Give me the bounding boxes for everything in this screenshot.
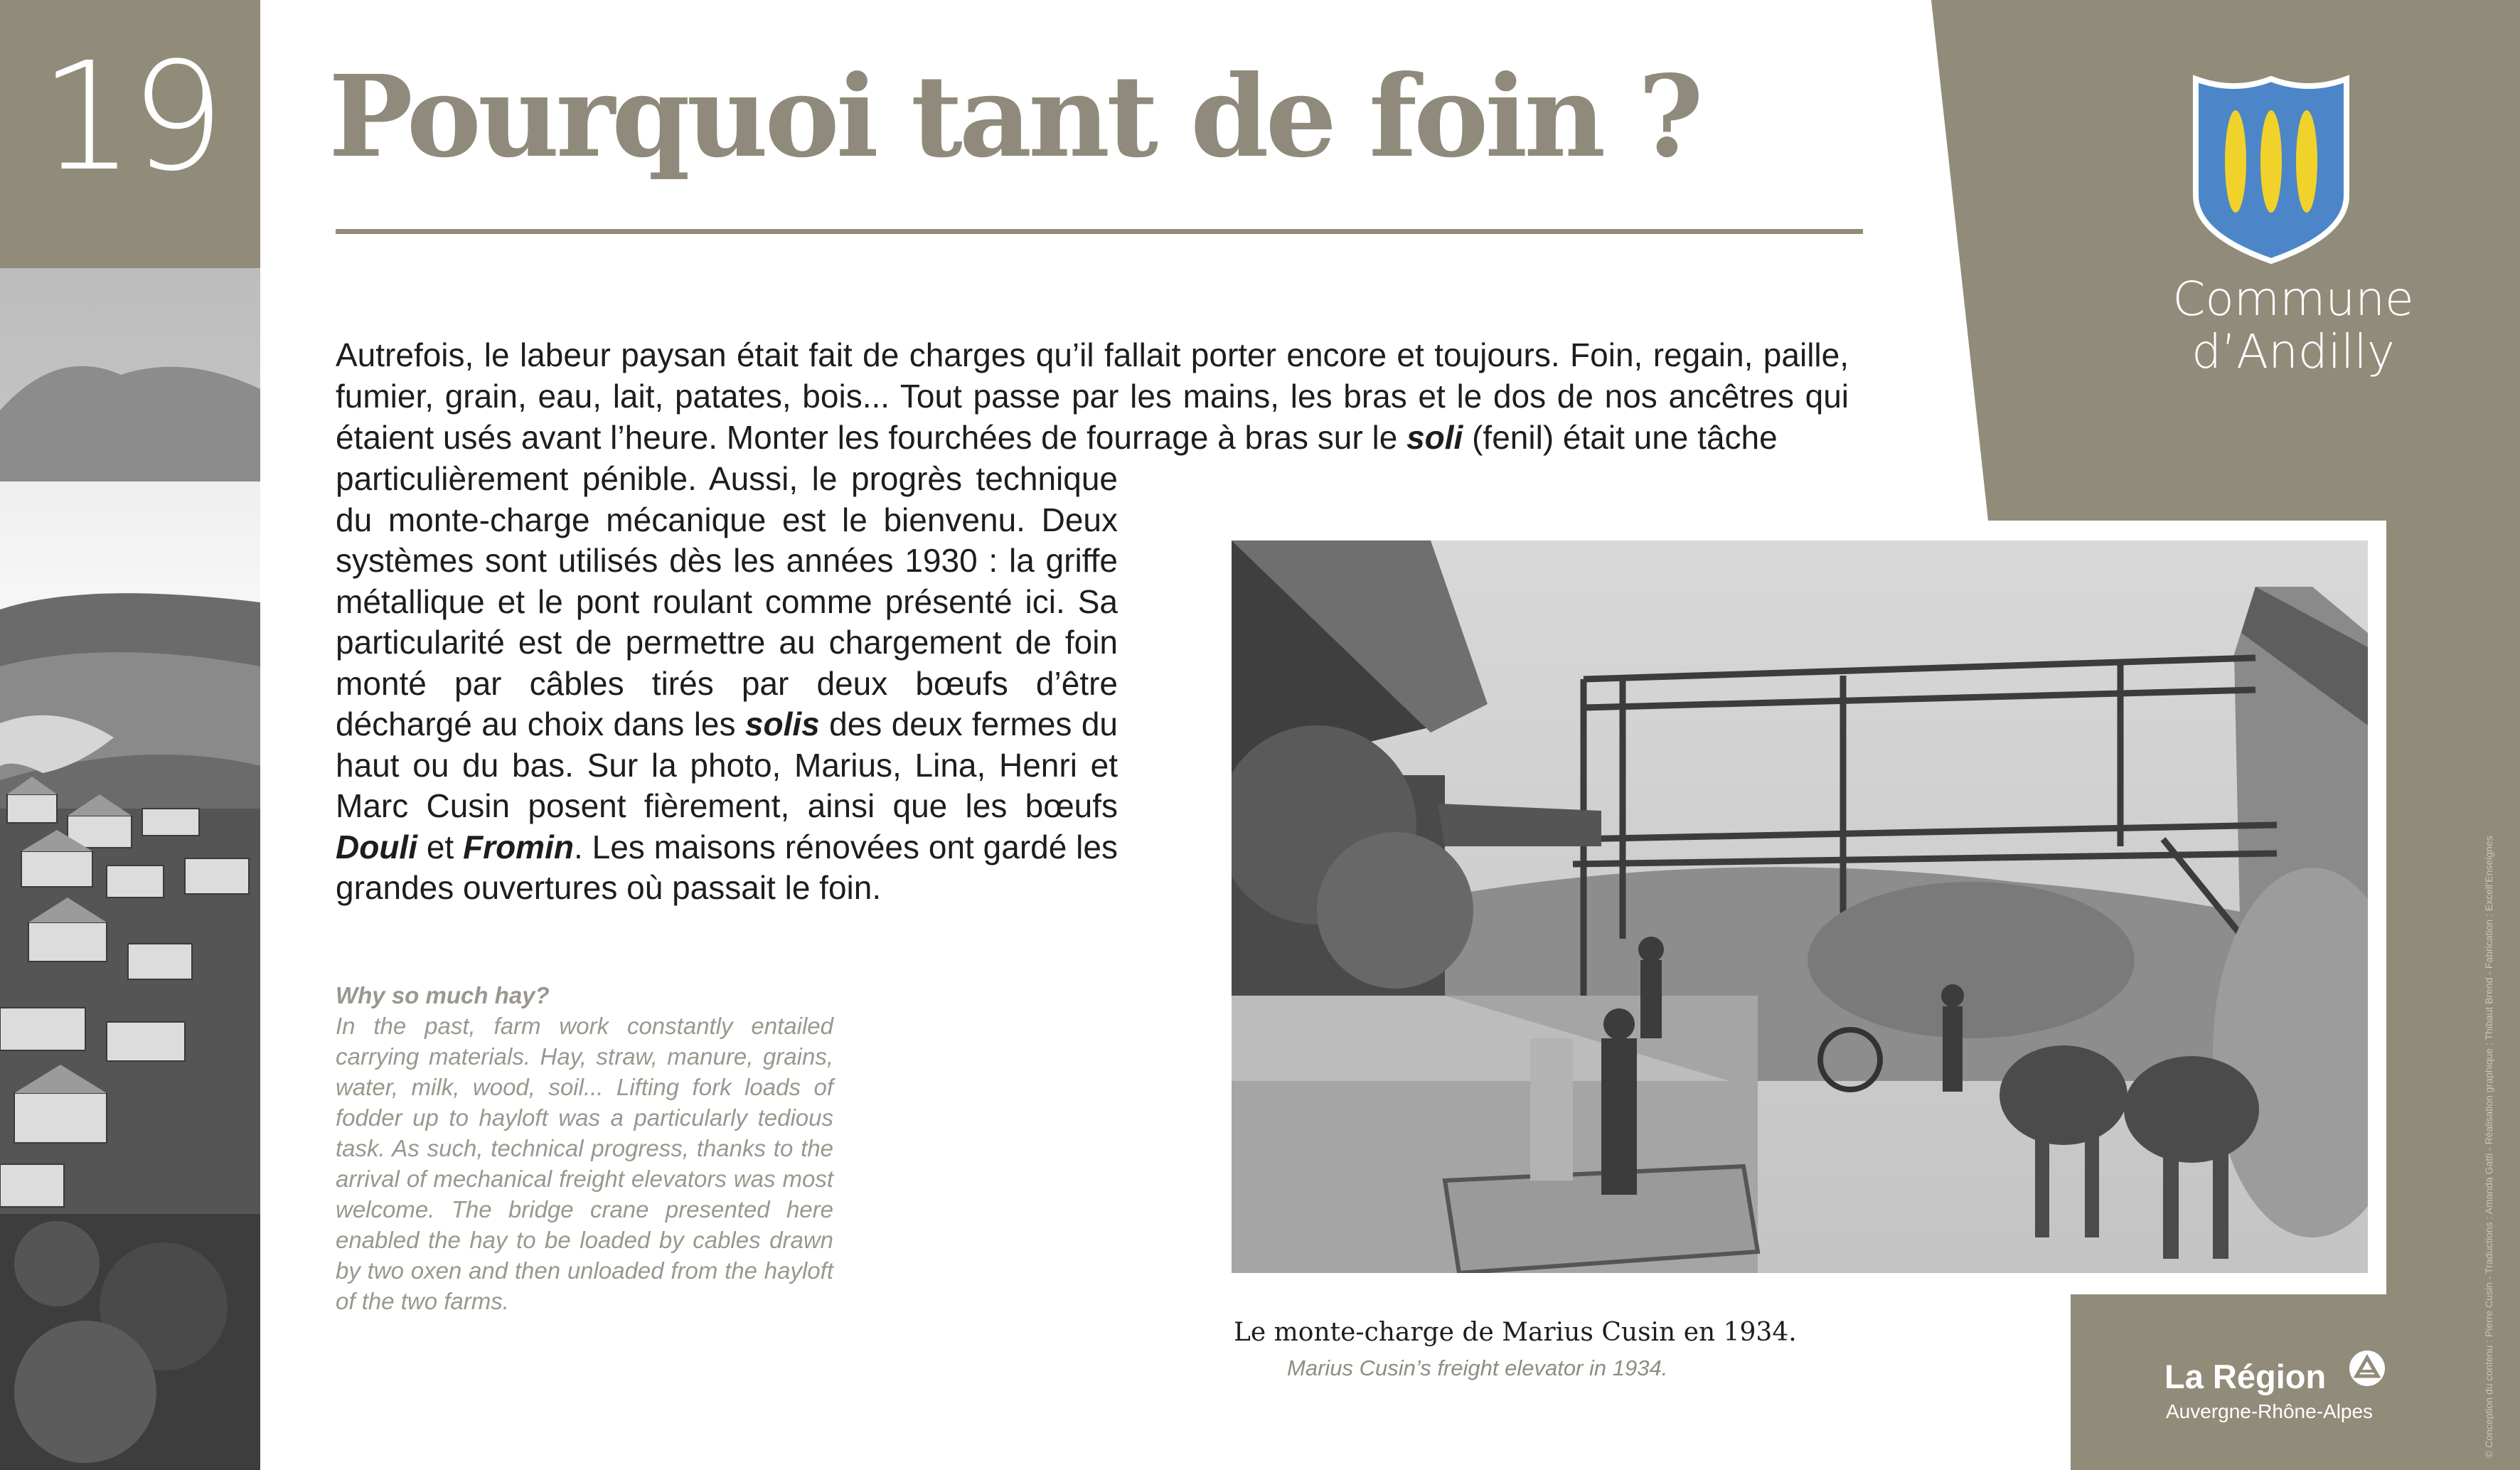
photo-caption-english: Marius Cusin’s freight elevator in 1934. — [1287, 1356, 1668, 1380]
main-emphasis-2: Douli — [336, 828, 417, 866]
title-divider — [336, 229, 1863, 234]
credits-text: © Conception du contenu : Pierre Cusin - Traductions : Amanda Gatti - Réalisation graphique : Thibaut Brend - Fabrication : Excell’Enseignes — [2483, 836, 2494, 1458]
photo-caption-french: Le monte-charge de Marius Cusin en 1934. — [1234, 1318, 1797, 1347]
english-title: Why so much hay? — [336, 982, 550, 1008]
english-translation — [336, 980, 833, 1316]
intro-emphasis: soli — [1406, 419, 1463, 456]
intro-text: Autrefois, le labeur paysan était fait de charges qu’il fallait porter encore et toujours. Foin, regain, paille, fumier, grain, eau, lait, patates, bois... Tout passe par les mains, les bras et le dos de nos ancêtres qui étaient usés avant l’heure. Monter les fourchées de fourrage à bras sur le — [336, 336, 1849, 456]
english-text: In the past, farm work constantly entailed carrying materials. Hay, straw, manure, grains, water, milk, wood, soil... Lifting fork loads of fodder up to hayloft was a particularly tedious task. As such, technical progress, thanks to the arrival of mechanical freight elevators was most welcome. The bridge crane presented here enabled the hay to be loaded by cables drawn by two oxen and then unloaded from the hayloft of the two farms. — [336, 1013, 833, 1314]
region-name: La Région — [2164, 1358, 2327, 1395]
commune-name — [2133, 273, 2453, 378]
main-text-b: des deux fermes du haut ou du bas. Sur la photo, Marius, Lina, Henri et Marc Cusin posent fièrement, ainsi que les bœufs — [336, 705, 1118, 824]
intro-paragraph — [336, 334, 1849, 458]
main-emphasis-1: solis — [744, 705, 820, 742]
main-paragraph — [336, 459, 1118, 909]
main-text-a: particulièrement pénible. Aussi, le progrès technique du monte-charge mécanique est le bienvenu. Deux systèmes sont utilisés dès les années 1930 : la griffe métallique et le pont roulant comme présenté ici. Sa particularité est de permettre au chargement de foin monté par câbles tirés par deux bœufs d’être déchargé au choix dans les — [336, 460, 1118, 742]
freight-elevator-illustration — [1232, 540, 2368, 1273]
main-text-d: . Les maisons rénovées ont gardé les grandes ouvertures où passait le foin. — [336, 828, 1118, 906]
commune-line-2: d’Andilly — [2191, 324, 2395, 379]
commune-crest-icon — [2191, 75, 2351, 264]
panel-number: 19 — [39, 30, 221, 204]
region-logo-icon — [2348, 1349, 2386, 1388]
landscape-photo — [0, 268, 260, 1470]
historic-photo — [1232, 540, 2368, 1273]
main-emphasis-3: Fromin — [463, 828, 574, 866]
landscape-illustration — [0, 268, 260, 1470]
region-subtitle: Auvergne-Rhône-Alpes — [2166, 1400, 2374, 1422]
commune-line-1: Commune — [2172, 272, 2414, 326]
main-text-c: et — [417, 828, 464, 866]
intro-tail: (fenil) était une tâche — [1463, 419, 1778, 456]
page-title: Pourquoi tant de foin ? — [329, 51, 1700, 183]
